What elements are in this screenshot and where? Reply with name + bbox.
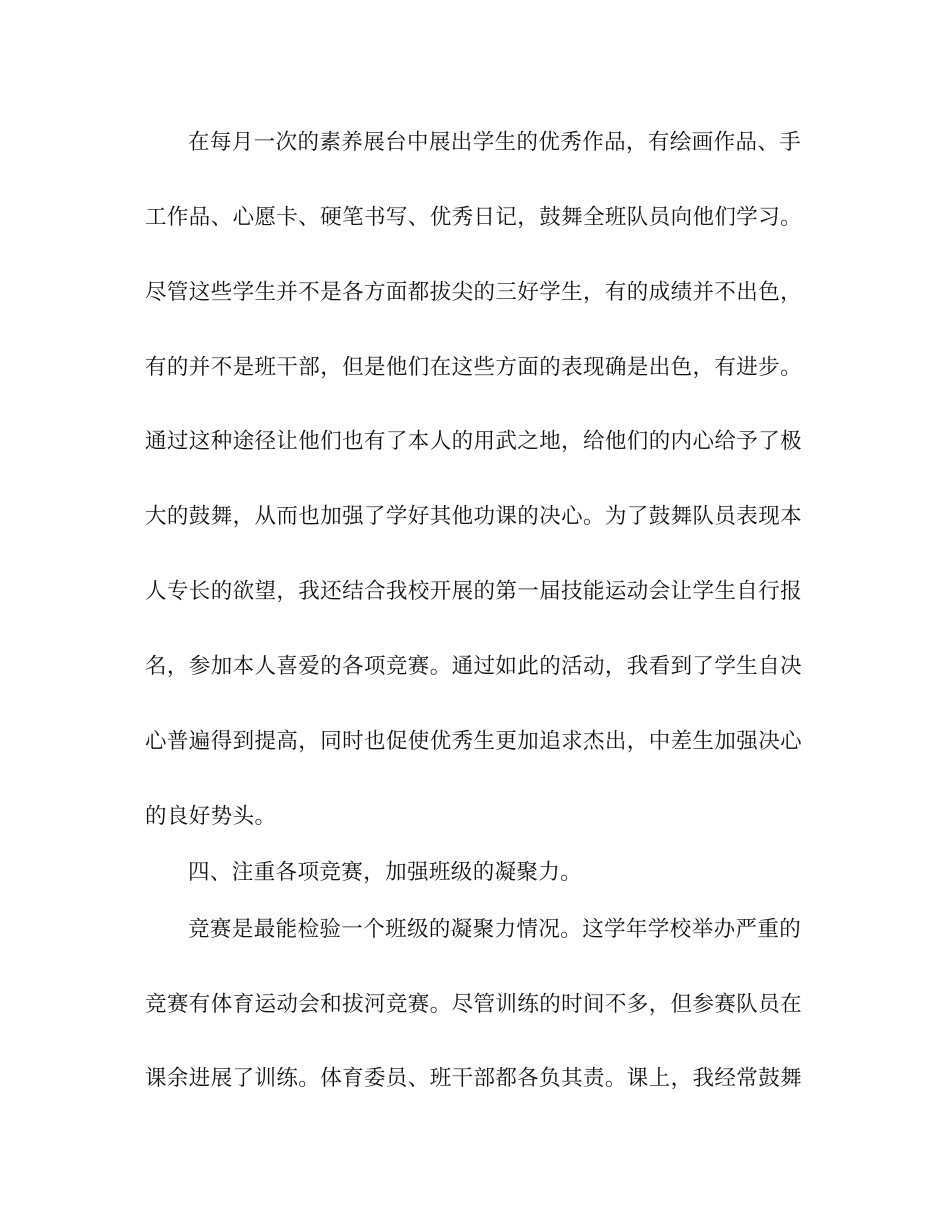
text-line: 竞赛是最能检验一个班级的凝聚力情况。这学年学校举办严重的 [188,917,802,942]
text-line: 在每月一次的素养展台中展出学生的优秀作品，有绘画作品、手 [188,130,802,155]
text-line: 名，参加本人喜爱的各项竞赛。通过如此的活动，我看到了学生自决 [145,654,803,679]
text-line: 通过这种途径让他们也有了本人的用武之地，给他们的内心给予了极 [145,429,803,454]
text-line: 工作品、心愿卡、硬笔书写、优秀日记，鼓舞全班队员向他们学习。 [145,205,803,230]
text-line: 心普遍得到提高，同时也促使优秀生更加追求杰出，中差生加强决心 [145,729,803,754]
text-line: 有的并不是班干部，但是他们在这些方面的表现确是出色，有进步。 [145,355,803,380]
text-line: 的良好势头。 [145,804,277,829]
text-line: 竞赛有体育运动会和拔河竞赛。尽管训练的时间不多，但参赛队员在 [145,992,803,1017]
text-line: 大的鼓舞，从而也加强了学好其他功课的决心。为了鼓舞队员表现本 [145,504,803,529]
text-line: 课余进展了训练。体育委员、班干部都各负其责。课上，我经常鼓舞 [145,1066,803,1091]
section-heading: 四、注重各项竞赛，加强班级的凝聚力。 [188,860,583,885]
text-line: 人专长的欲望，我还结合我校开展的第一届技能运动会让学生自行报 [145,579,803,604]
text-line: 尽管这些学生并不是各方面都拔尖的三好学生，有的成绩并不出色， [145,280,803,305]
